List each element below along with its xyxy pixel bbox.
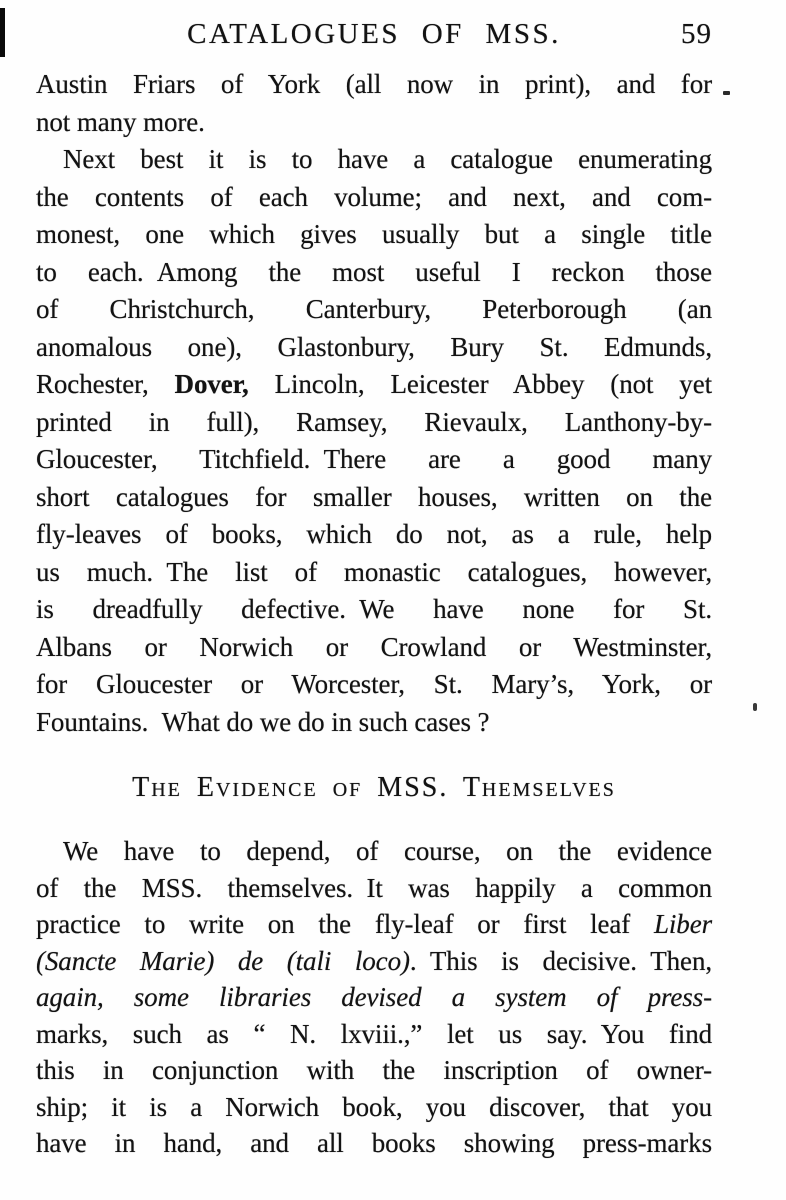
text-line [36,404,712,442]
italic-text: (Sancte Marie) de (tali loco) [36,945,410,976]
text-line [36,591,712,629]
text-line [36,1089,712,1126]
text-segment: . This is decisive. Then, [409,945,712,976]
text-segment: Rochester, [36,369,175,399]
text-line [36,216,712,254]
text-line [36,441,712,479]
text-line [36,291,712,329]
text-line [36,329,712,367]
italic-text: Liber [653,909,712,939]
text-line [36,906,712,943]
text-segment: not many more. [36,106,205,137]
italic-text: again, some libraries devised a system of press- [36,982,712,1012]
text-segment: ship; it is a Norwich book, you discover, that you [36,1091,712,1122]
text-segment: Lincoln, Leicester Abbey (not yet [248,369,712,399]
text-segment: is dreadfully defective. We have none for St. [36,594,712,624]
text-line [36,179,712,217]
text-segment: marks, such as “ N. lxviii.,” let us say. You find [36,1018,712,1049]
text-segment: this in conjunction with the inscription of owner- [36,1055,712,1085]
section-heading: The Evidence of MSS. Themselves [132,772,616,803]
text-segment: have in hand, and all books showing press-marks [36,1128,712,1158]
text-segment: fly-leaves of books, which do not, as a rule, help [36,519,712,549]
scan-edge-artifact [0,8,5,57]
text-segment: the contents of each volume; and next, and com- [36,181,712,212]
page-number: 59 [681,18,712,50]
text-line [36,66,712,104]
text-segment: We have to depend, of course, on the evidence [63,836,712,866]
text-segment: anomalous one), Glastonbury, Bury St. Edmunds, [36,331,712,362]
text-line [36,141,712,179]
text-line [36,1016,712,1053]
scan-speck-artifact [753,703,757,711]
text-segment: Gloucester, Titchfield. There are a good many [36,444,712,474]
text-line [36,979,712,1016]
page-header-title: CATALOGUES OF MSS. [187,18,561,50]
text-segment: Next best it is to have a catalogue enumerating [63,144,712,174]
text-segment: Fountains. What do we do in such cases ? [36,706,490,737]
paragraph-austin-friars [36,66,712,141]
text-segment: short catalogues for smaller houses, written on the [36,481,712,512]
text-segment: us much. The list of monastic catalogues, however, [36,556,712,587]
text-line [36,254,712,292]
text-line [36,943,712,980]
running-header [36,16,712,56]
text-line [36,833,712,870]
text-segment: of Christchurch, Canterbury, Peterborough (an [36,294,712,324]
text-line [36,1052,712,1089]
text-line [36,666,712,704]
text-line [36,554,712,592]
text-segment: Austin Friars of York (all now in print), and for [36,69,712,99]
text-segment: for Gloucester or Worcester, St. Mary’s, York, or [36,669,712,699]
text-line [36,366,712,404]
text-line [36,104,712,142]
text-line [36,704,712,742]
text-line [36,629,712,667]
text-segment: printed in full), Ramsey, Rievaulx, Lanthony-by- [36,406,712,437]
text-line [36,870,712,907]
scan-speck-artifact [723,91,730,95]
text-segment: monest, one which gives usually but a single title [36,219,712,249]
paragraph-next-best [36,141,712,741]
text-segment: of the MSS. themselves. It was happily a common [36,872,712,903]
text-segment: practice to write on the fly-leaf or first leaf [36,909,654,939]
bold-text: Dover, [174,369,249,399]
text-line [36,479,712,517]
text-segment: Albans or Norwich or Crowland or Westminster, [36,631,712,662]
paragraph-evidence [36,833,712,1162]
text-segment: to each. Among the most useful I reckon those [36,256,712,287]
text-line [36,1125,712,1162]
text-line [36,516,712,554]
